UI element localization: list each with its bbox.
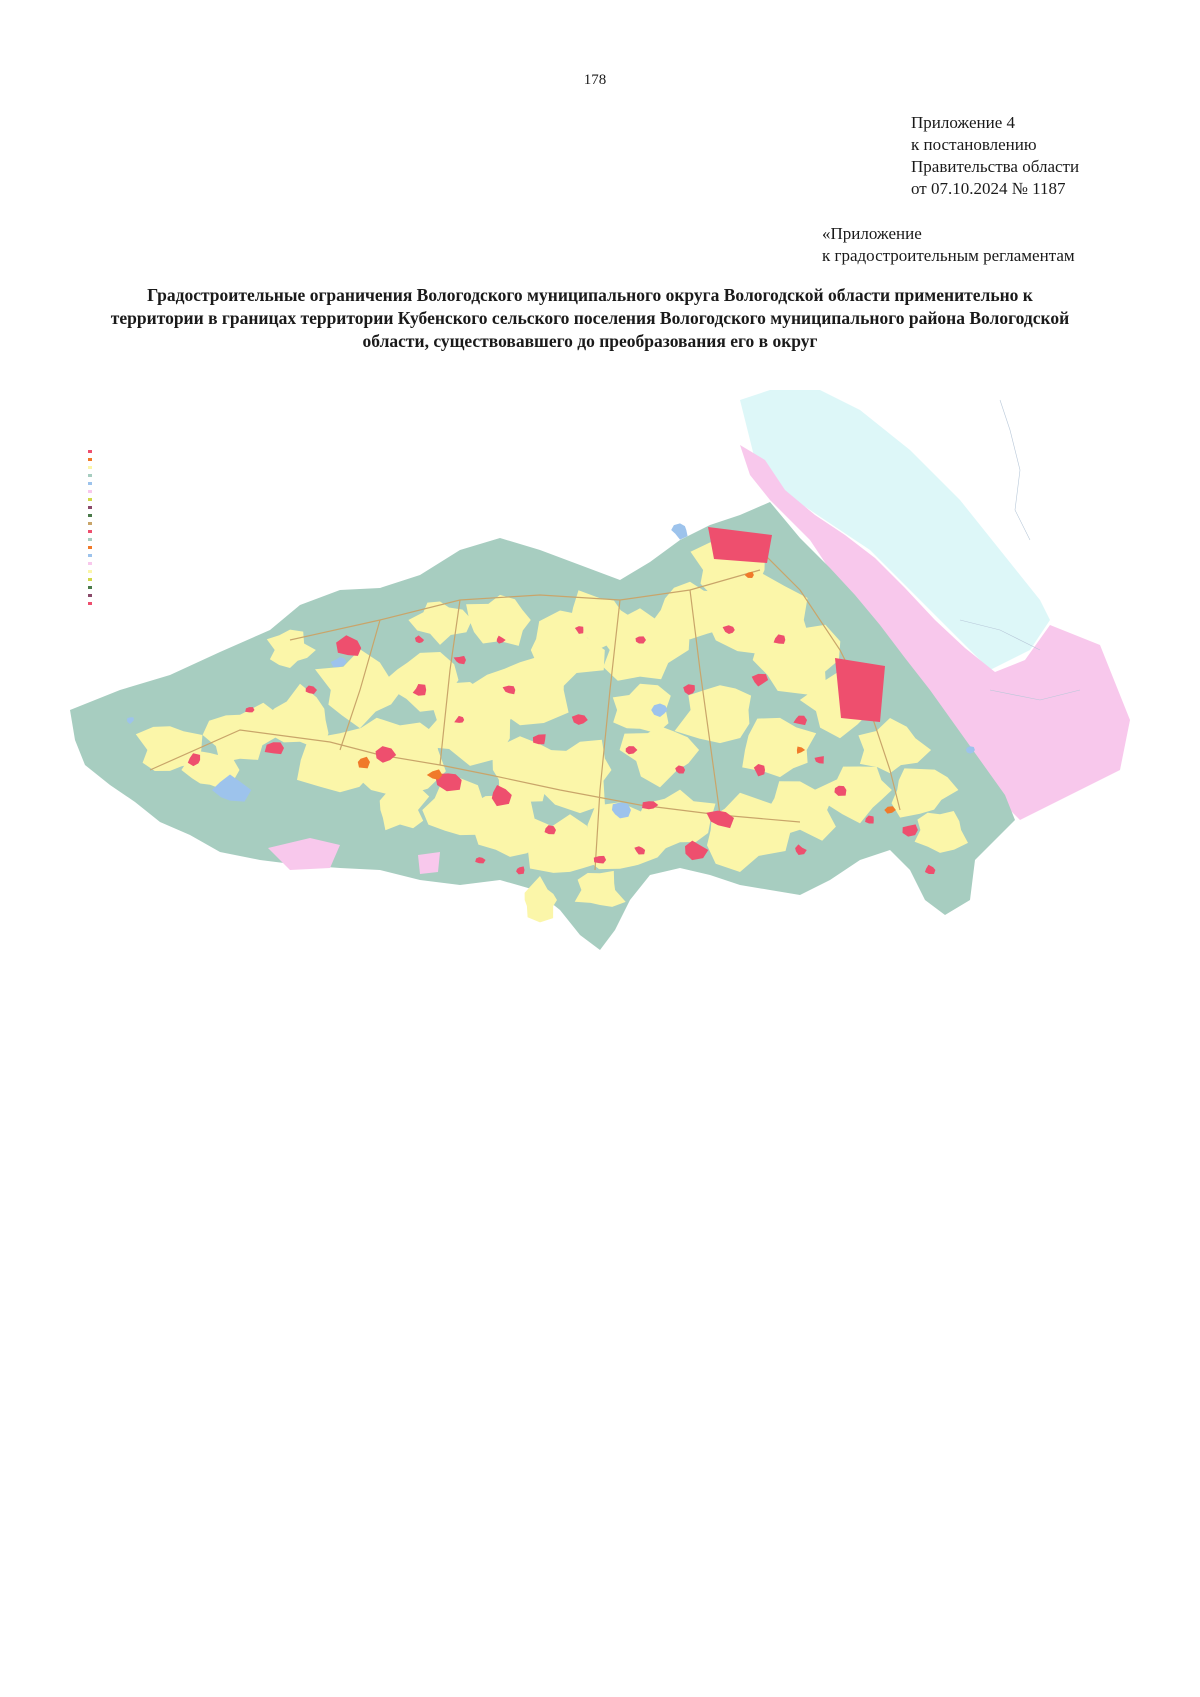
legend-swatch: [88, 498, 92, 501]
legend-row: [88, 496, 178, 503]
legend-swatch: [88, 562, 92, 565]
legend-swatch: [88, 602, 92, 605]
legend-row: [88, 560, 178, 567]
annex-line-2: к постановлению: [911, 135, 1037, 154]
legend-row: [88, 592, 178, 599]
legend-swatch: [88, 522, 92, 525]
page-number: 178: [583, 72, 607, 88]
annex-block: [911, 112, 1079, 200]
water-body: [671, 523, 687, 539]
legend-swatch: [88, 578, 92, 581]
legend-swatch: [88, 482, 92, 485]
annex-line-4: от 07.10.2024 № 1187: [911, 179, 1066, 198]
legend-swatch: [88, 450, 92, 453]
legend-swatch: [88, 594, 92, 597]
legend-swatch: [88, 474, 92, 477]
annex-regulations-block: [822, 223, 1075, 267]
protection-zone-south: [418, 852, 440, 874]
legend-swatch: [88, 586, 92, 589]
legend-row: [88, 536, 178, 543]
legend-row: [88, 544, 178, 551]
legend-swatch: [88, 554, 92, 557]
legend-row: [88, 488, 178, 495]
annex-line-1: Приложение 4: [911, 113, 1015, 132]
annex-regulations-line-2: к градостроительным регламентам: [822, 246, 1075, 265]
document-title: [40, 284, 1140, 353]
legend-swatch: [88, 490, 92, 493]
map-legend: [88, 448, 178, 608]
title-line-3: области, существовавшего до преобразования его в округ: [362, 331, 818, 351]
legend-row: [88, 528, 178, 535]
legend-row: [88, 600, 178, 607]
legend-row: [88, 552, 178, 559]
legend-row: [88, 512, 178, 519]
legend-row: [88, 480, 178, 487]
legend-swatch: [88, 506, 92, 509]
legend-row: [88, 448, 178, 455]
legend-swatch: [88, 530, 92, 533]
legend-row: [88, 504, 178, 511]
legend-row: [88, 464, 178, 471]
legend-swatch: [88, 514, 92, 517]
annex-regulations-line-1: «Приложение: [822, 224, 922, 243]
legend-row: [88, 576, 178, 583]
legend-swatch: [88, 538, 92, 541]
legend-swatch: [88, 466, 92, 469]
annex-line-3: Правительства области: [911, 157, 1080, 176]
legend-row: [88, 456, 178, 463]
legend-swatch: [88, 458, 92, 461]
river-line: [1000, 400, 1030, 540]
legend-row: [88, 520, 178, 527]
legend-row: [88, 472, 178, 479]
legend-swatch: [88, 570, 92, 573]
legend-swatch: [88, 546, 92, 549]
settlement-area: [835, 658, 885, 722]
title-line-1: Градостроительные ограничения Вологодского муниципального округа Вологодской области применительно к: [147, 285, 1033, 305]
legend-row: [88, 584, 178, 591]
zoning-map: [40, 390, 1140, 1040]
title-line-2: территории в границах территории Кубенского сельского поселения Вологодского муниципального района Вологодской: [110, 308, 1070, 328]
legend-row: [88, 568, 178, 575]
